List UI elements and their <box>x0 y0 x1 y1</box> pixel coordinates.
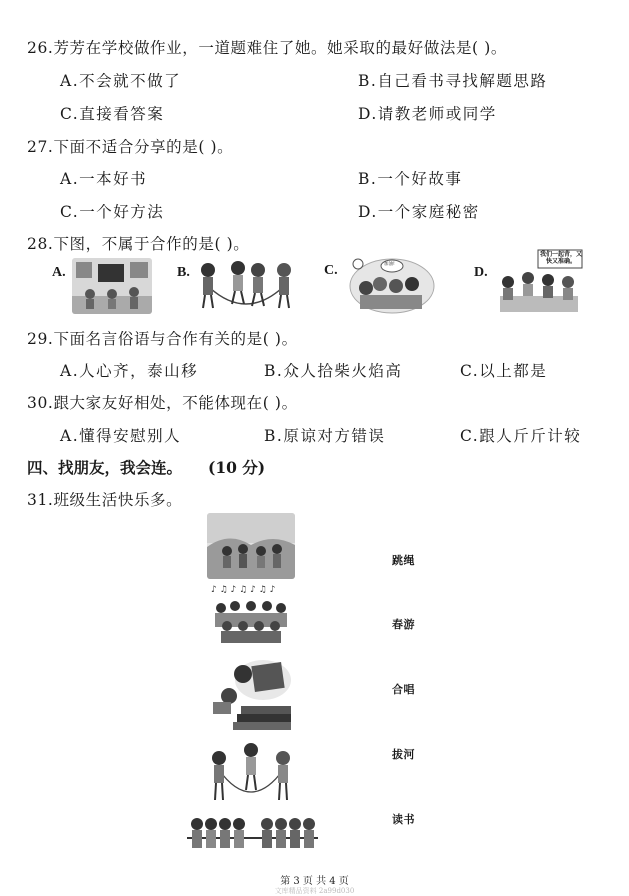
watermark-text: 文库精品资料 2a99d030 <box>274 887 355 895</box>
q28-label-b: B. <box>177 265 190 280</box>
q28-picture-a-classroom <box>72 258 152 314</box>
q28-d-bubble-text: 我们一起背，又快又准确。 <box>540 251 583 265</box>
page-number: 第 3 页 共 4 页 <box>280 876 349 887</box>
q28-picture-b-jump-rope <box>196 258 296 312</box>
match-word-bahe[interactable]: 拔河 <box>392 748 415 761</box>
q27-option-a: A.一本好书 <box>60 170 148 188</box>
q26-option-a: A.不会就不做了 <box>60 72 182 90</box>
q29-option-a: A.人心齐，泰山移 <box>60 362 199 380</box>
q30-stem: 30.跟大家友好相处，不能体现在( )。 <box>27 394 298 412</box>
q27-stem: 27.下面不适合分享的是( )。 <box>27 138 234 156</box>
svg-text:♪ ♫ ♪ ♫ ♪ ♫ ♪: ♪ ♫ ♪ ♫ ♪ ♫ ♪ <box>211 585 276 595</box>
q28-label-c: C. <box>324 263 338 278</box>
q30-option-b: B.原谅对方错误 <box>264 427 386 445</box>
q26-option-d: D.请教老师或同学 <box>358 105 497 123</box>
q28-stem: 28.下图，不属于合作的是( )。 <box>27 235 250 253</box>
q31-picture-choir <box>207 582 295 646</box>
q31-picture-reading <box>207 654 295 732</box>
q27-option-b: B.一个好故事 <box>358 170 463 188</box>
match-word-hechang[interactable]: 合唱 <box>392 683 415 696</box>
q31-stem: 31.班级生活快乐多。 <box>27 491 183 509</box>
q29-option-c: C.以上都是 <box>460 362 548 380</box>
q26-option-b: B.自己看书寻找解题思路 <box>358 72 548 90</box>
q31-picture-spring-outing <box>207 513 295 579</box>
q28-c-bubble-text: 加油! <box>384 262 395 267</box>
match-word-dushu[interactable]: 读书 <box>392 813 415 826</box>
q29-option-b: B.众人拾柴火焰高 <box>264 362 403 380</box>
q26-option-c: C.直接看答案 <box>60 105 165 123</box>
q31-picture-tug-of-war <box>185 808 320 858</box>
section-4-score: (10 分) <box>208 458 266 477</box>
q31-picture-jump-rope <box>207 740 295 808</box>
q30-option-a: A.懂得安慰别人 <box>60 427 182 445</box>
match-word-chunyou[interactable]: 春游 <box>392 618 415 631</box>
q26-stem: 26.芳芳在学校做作业，一道题难住了她。她采取的最好做法是( )。 <box>27 39 507 57</box>
q30-option-c: C.跟人斤斤计较 <box>460 427 582 445</box>
q28-label-d: D. <box>474 265 488 280</box>
q28-label-a: A. <box>52 265 66 280</box>
section-4-title: 四、找朋友，我会连。 <box>27 458 183 477</box>
q27-option-d: D.一个家庭秘密 <box>358 203 480 221</box>
q27-option-c: C.一个好方法 <box>60 203 165 221</box>
match-word-tiaosheng[interactable]: 跳绳 <box>392 554 415 567</box>
q29-stem: 29.下面名言俗语与合作有关的是( )。 <box>27 330 298 348</box>
